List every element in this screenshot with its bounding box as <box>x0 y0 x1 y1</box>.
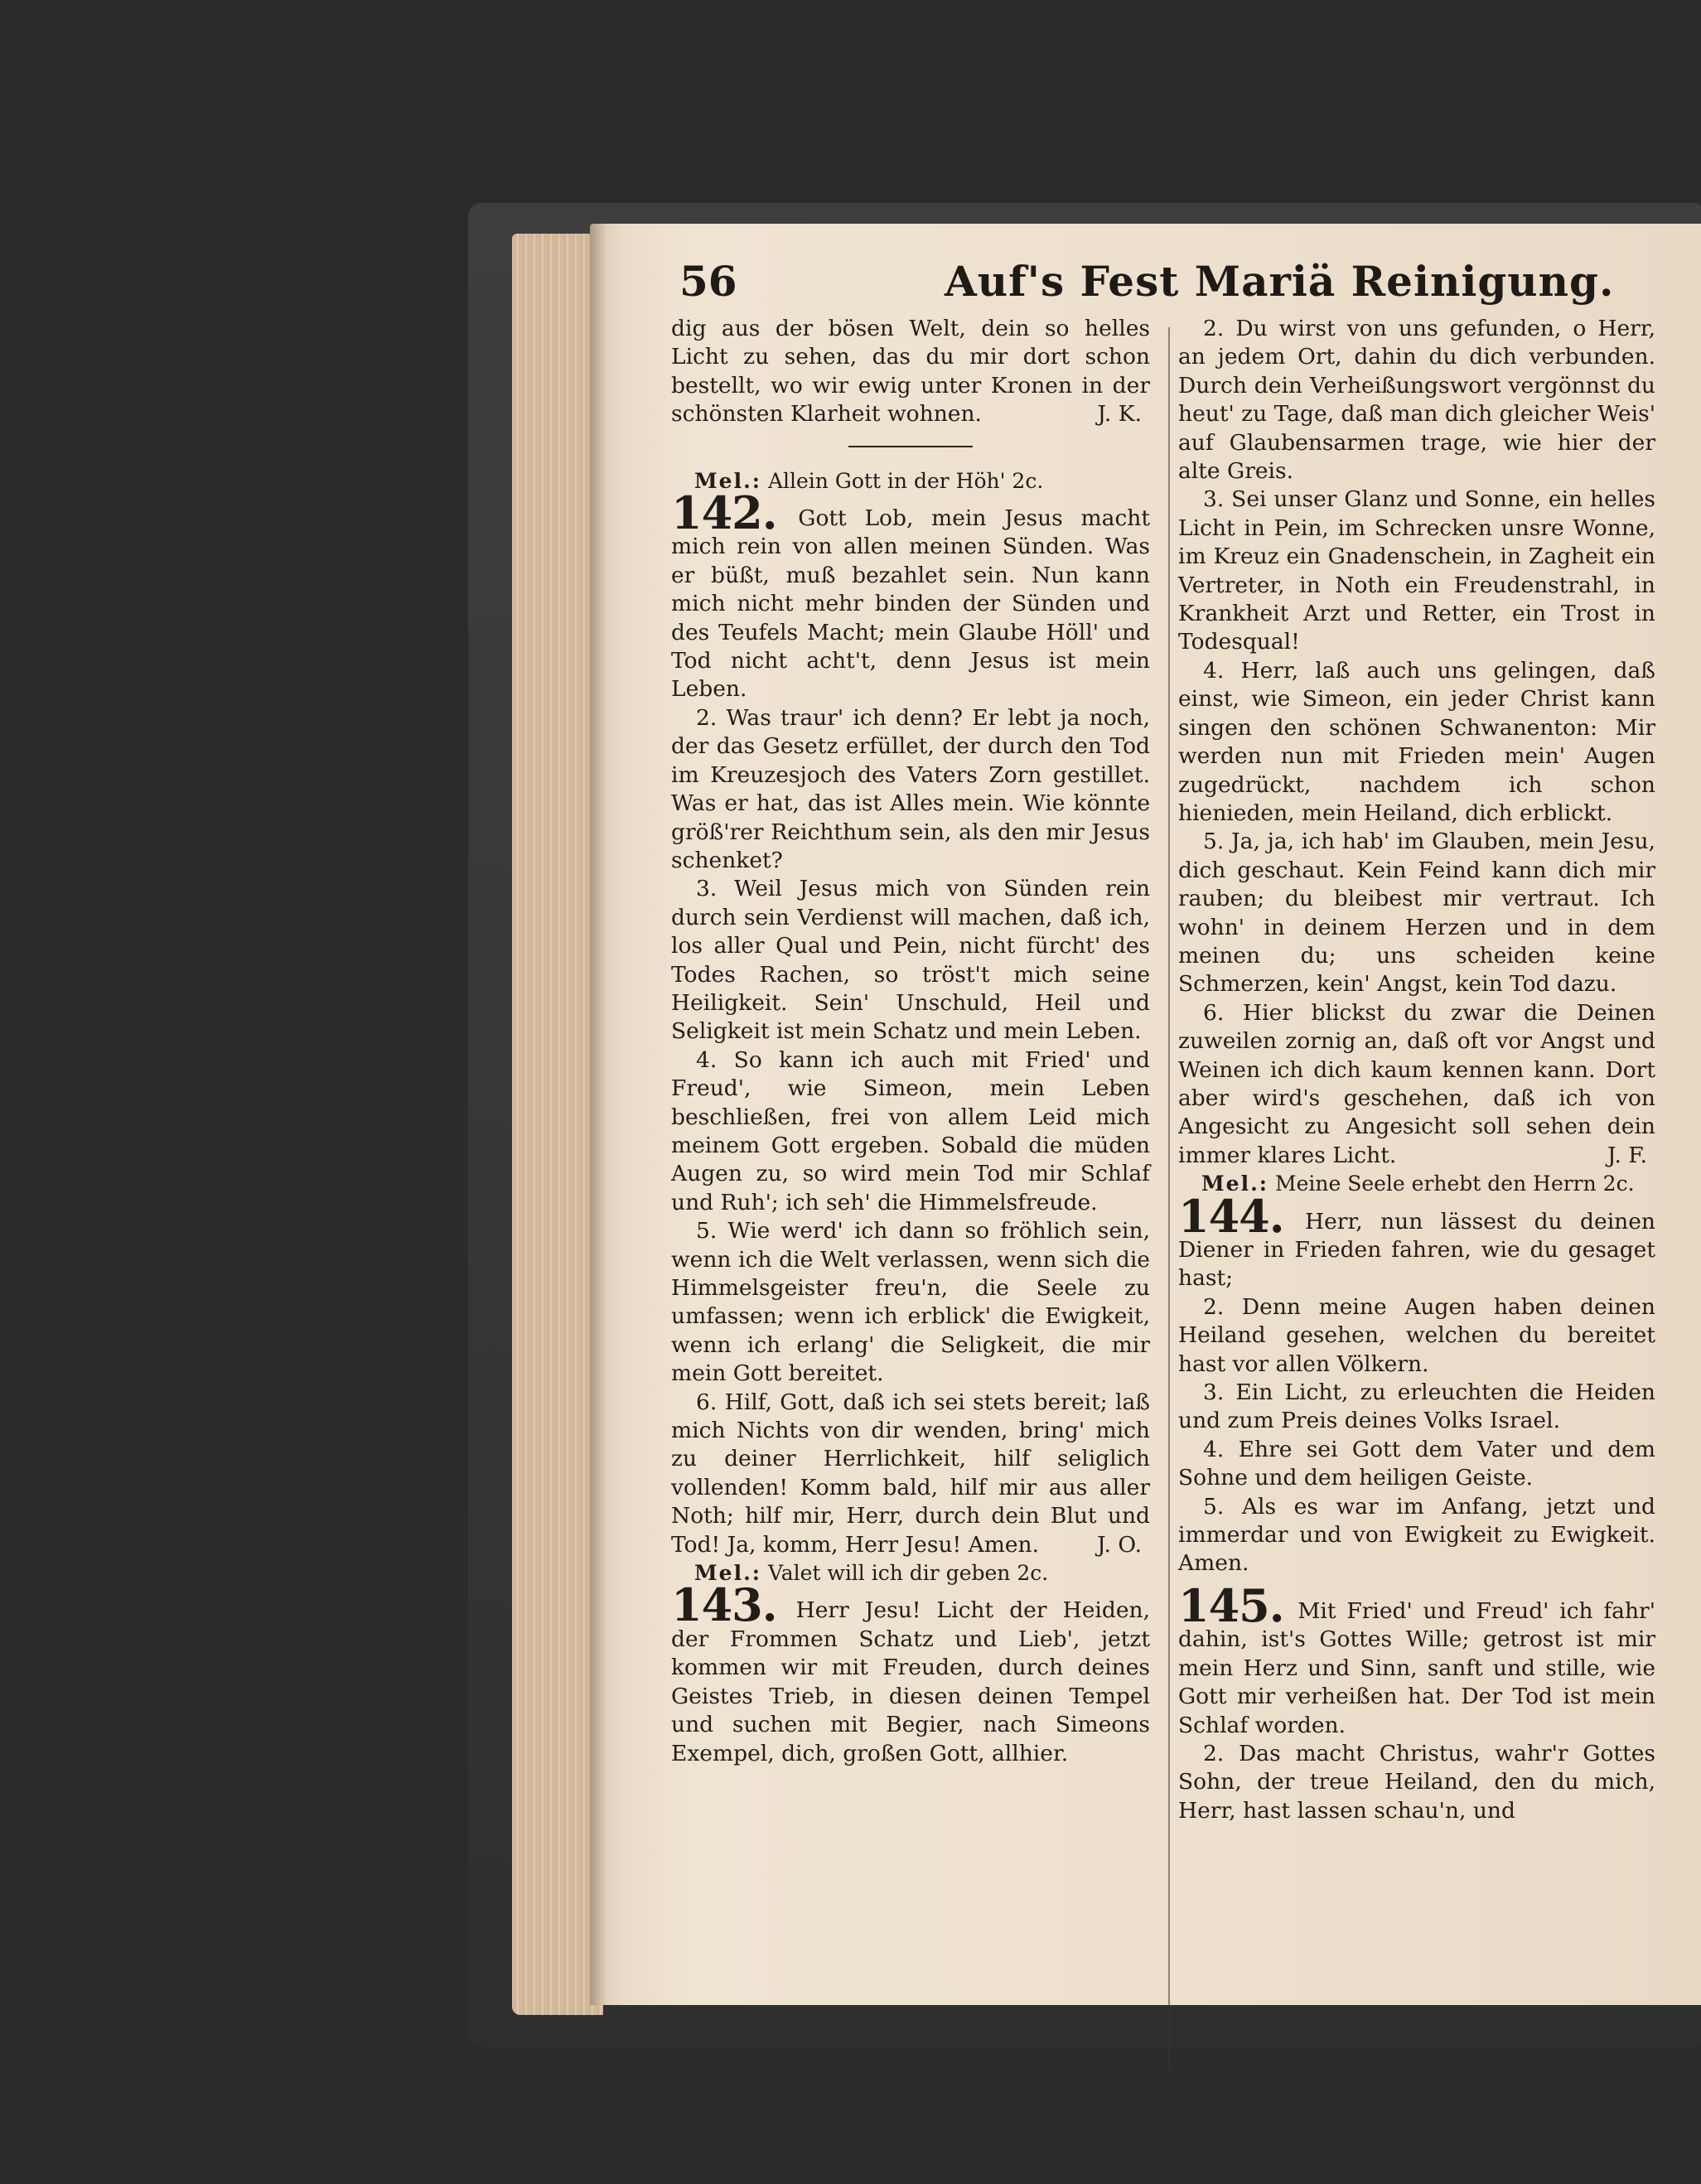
section-rule <box>848 446 973 447</box>
verse: 5. Ja, ja, ich hab' im Glauben, mein Jesu, dich geschaut. Kein Feind kann dich mir rauben; du bleibest mir vertraut. Ich wohn' in deinem Herzen und in dem meinen du; uns scheiden keine Schmerzen, kein' Angst, kein Tod dazu. <box>1178 829 1655 998</box>
verse: 3. Weil Jesus mich von Sünden rein durch sein Verdienst will machen, daß ich, los aller Qual und Pein, nicht fürcht' des Todes Rachen, so tröst't mich seine Heiligkeit. Sein' Unschuld, Heil und Seligkeit ist mein Schatz und mein Leben. <box>671 876 1150 1045</box>
hymn-143 <box>671 1578 1150 1767</box>
author-initials: J. O. <box>1096 1531 1142 1558</box>
left-column <box>671 315 1150 1768</box>
hymn-number: 142. <box>671 486 777 540</box>
verse-text: Herr Jesu! Licht der Heiden, der Frommen Schatz und Lieb', jetzt kommen wir mit Freuden, durch deines Geistes Trieb, in diesen deinen Tempel und suchen mit Begier, nach Simeons Exempel, dich, großen Gott, allhier. <box>671 1597 1150 1766</box>
paragraph <box>671 315 1150 429</box>
verse: 3. Ein Licht, zu erleuchten die Heiden und zum Preis deines Volks Israel. <box>1178 1379 1655 1434</box>
verse <box>671 1389 1150 1559</box>
verse: 3. Sei unser Glanz und Sonne, ein helles Licht in Pein, im Schrecken unsre Wonne, im Kreuz ein Gnadenschein, in Zagheit ein Vertreter, in Noth ein Freudenstrahl, in Krankheit Arzt und Retter, ein Trost in Todesqual! <box>1178 486 1655 655</box>
gutter-shadow <box>590 224 606 2005</box>
hymn-144 <box>1178 1189 1655 1293</box>
hymn-number: 145. <box>1178 1578 1284 1632</box>
verse-text: Gott Lob, mein Jesus macht mich rein von allen meinen Sünden. Was er büßt, muß bezahlet sein. Nun kann mich nicht mehr binden der Sünden und des Teufels Macht; mein Glaube Höll' und Tod nicht acht't, denn Jesus ist mein Leben. <box>671 505 1150 703</box>
verse-text: Mit Fried' und Freud' ich fahr' dahin, ist's Gottes Wille; getrost ist mir mein Herz und Sinn, sanft und stille, wie Gott mir verheißen hat. Der Tod ist mein Schlaf worden. <box>1178 1597 1655 1738</box>
hymn-142 <box>671 486 1150 704</box>
verse: 2. Denn meine Augen haben deinen Heiland gesehen, welchen du bereitet hast vor allen Völkern. <box>1178 1293 1655 1377</box>
dark-backdrop <box>0 0 476 2184</box>
column-divider <box>1168 327 1170 2071</box>
author-initials: J. K. <box>1097 401 1142 428</box>
verse: 2. Du wirst von uns gefunden, o Herr, an jedem Ort, dahin du dich verbunden. Durch dein Verheißungswort vergönnst du heut' zu Tage, daß man dich gleicher Weis' auf Glaubensarmen trage, wie hier der alte Greis. <box>1178 316 1656 485</box>
verse-text: dig aus der bösen Welt, dein so helles Licht zu sehen, das du mir dort schon bestellt, wo wir ewig unter Kronen in der schönsten Klarheit wohnen. <box>671 316 1150 428</box>
dark-backdrop-bottom <box>0 2030 1701 2184</box>
verse: 2. Das macht Christus, wahr'r Gottes Sohn, der treue Heiland, den du mich, Herr, hast lassen schau'n, und <box>1178 1740 1655 1824</box>
verse: 4. So kann ich auch mit Fried' und Freud', wie Simeon, mein Leben beschließen, frei von allem Leid mich meinem Gott ergeben. Sobald die müden Augen zu, so wird mein Tod mir Schlaf und Ruh'; ich seh' die Himmelsfreude. <box>671 1046 1150 1215</box>
melody-label: Mel.: <box>694 468 762 493</box>
hymn-number: 144. <box>1178 1189 1284 1243</box>
melody-name: Valet will ich dir geben 2c. <box>767 1561 1049 1586</box>
running-title: Auf's Fest Mariä Reinigung. <box>945 257 1615 306</box>
verse-text: Herr, nun lässest du deinen Diener in Frieden fahren, wie du gesaget hast; <box>1178 1208 1655 1292</box>
verse: 5. Als es war im Anfang, jetzt und immerdar und von Ewigkeit zu Ewigkeit. Amen. <box>1178 1493 1655 1577</box>
hymn-145 <box>1178 1578 1655 1740</box>
hymn-number: 143. <box>671 1578 777 1632</box>
verse: 2. Was traur' ich denn? Er lebt ja noch, der das Gesetz erfüllet, der durch den Tod im Kreuzesjoch des Vaters Zorn gestillet. Was er hat, das ist Alles mein. Wie könnte größ'rer Reichthum sein, als den mir Jesus schenket? <box>671 704 1150 873</box>
melody-label: Mel.: <box>694 1561 762 1586</box>
page-header <box>679 257 1615 315</box>
verse: 4. Herr, laß auch uns gelingen, daß einst, wie Simeon, ein jeder Christ kann singen den schönen Schwanenton: Mir werden nun mit Frieden mein' Augen zugedrückt, nachdem ich schon hienieden, mein Heiland, dich erblickt. <box>1178 657 1655 826</box>
page-number: 56 <box>679 257 737 306</box>
melody-name: Allein Gott in der Höh' 2c. <box>767 468 1044 493</box>
right-column <box>1178 315 1655 1825</box>
verse: 5. Wie werd' ich dann so fröhlich sein, wenn ich die Welt verlassen, wenn sich die Himmelsgeister freu'n, die Seele zu umfassen; wenn ich erblick' die Ewigkeit, wenn ich erlang' die Seligkeit, die mir mein Gott bereitet. <box>671 1218 1150 1387</box>
verse <box>1178 999 1655 1170</box>
author-initials: J. F. <box>1607 1142 1647 1168</box>
verse-text: 6. Hier blickst du zwar die Deinen zuweilen zornig an, daß oft vor Angst und Weinen ich dich kaum kennen kann. Dort aber wird's geschehen, daß ich von Angesicht zu Angesicht soll sehen dein immer klares Licht. <box>1178 999 1655 1168</box>
melody-label: Mel.: <box>1201 1172 1269 1196</box>
verse: 4. Ehre sei Gott dem Vater und dem Sohne und dem heiligen Geiste. <box>1178 1436 1655 1491</box>
melody-name: Meine Seele erhebt den Herrn 2c. <box>1274 1172 1635 1196</box>
verse-text: 6. Hilf, Gott, daß ich sei stets bereit; laß mich Nichts von dir wenden, bring' mich zu deiner Herrlichkeit, hilf seliglich vollenden! Komm bald, hilf mir aus aller Noth; hilf mir, Herr, durch dein Blut und Tod! Ja, komm, Herr Jesu! Amen. <box>671 1389 1150 1558</box>
